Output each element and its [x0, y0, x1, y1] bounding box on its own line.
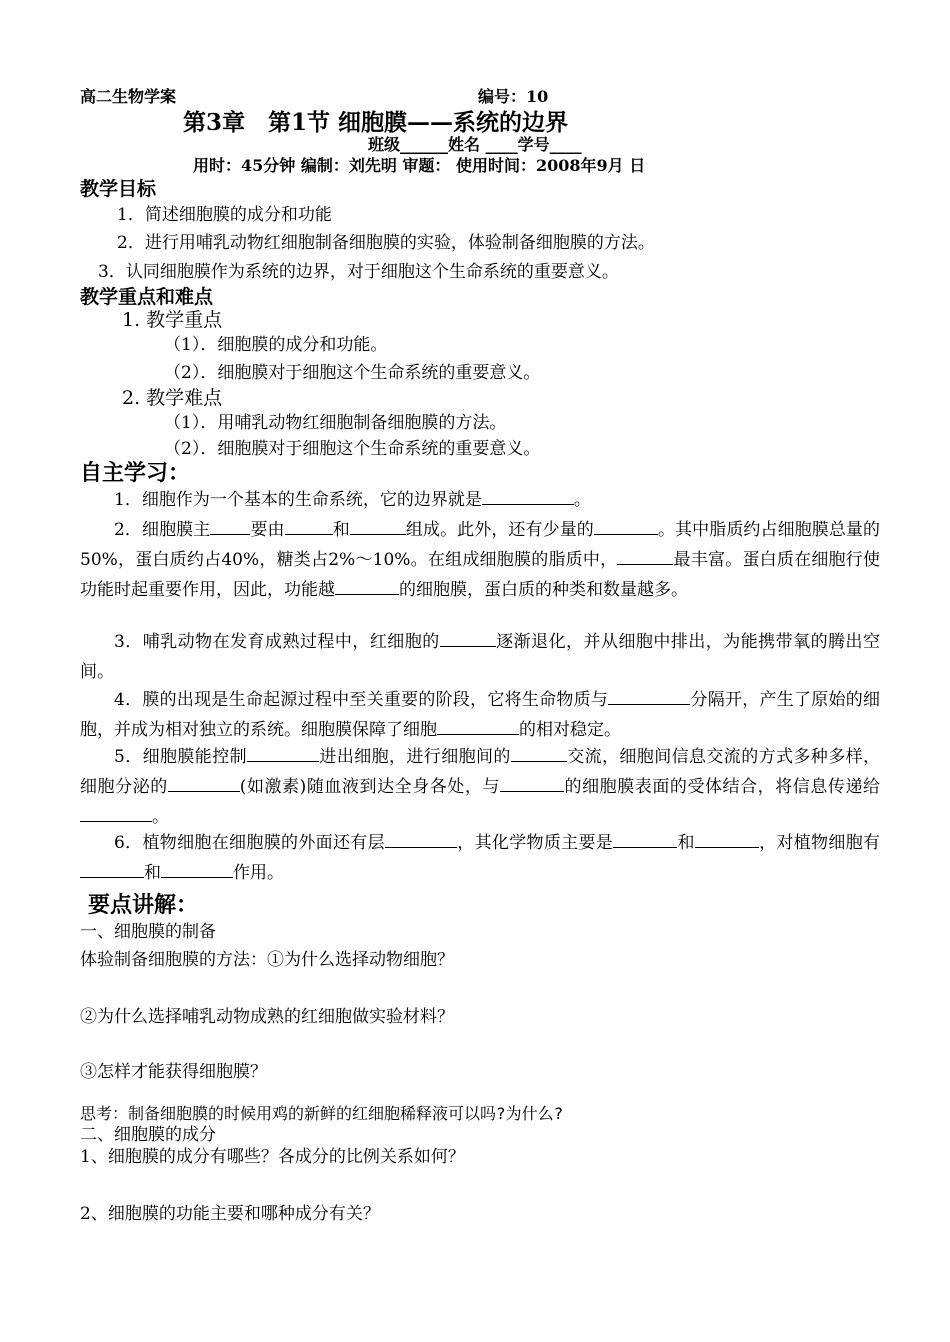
answer-blank[interactable]: [613, 829, 677, 848]
objective-item: 1．简述细胞膜的成分和功能: [117, 205, 332, 225]
focus-title: 1. 教学重点: [122, 309, 223, 331]
part1-title: 一、细胞膜的制备: [80, 922, 216, 942]
answer-blank[interactable]: [482, 486, 574, 505]
answer-blank[interactable]: [335, 576, 399, 595]
difficulty-item: （2）．细胞膜对于细胞这个生命系统的重要意义。: [164, 439, 541, 459]
difficulty-item: （1）．用哺乳动物红细胞制备细胞膜的方法。: [164, 413, 507, 433]
class-name-line: 班级______姓名 ____学号____: [368, 135, 582, 154]
answer-blank[interactable]: [500, 773, 564, 792]
part2-title: 二、细胞膜的成分: [80, 1125, 216, 1145]
part1-question: ③怎样才能获得细胞膜？: [80, 1062, 267, 1082]
answer-blank[interactable]: [210, 516, 250, 535]
answer-blank[interactable]: [617, 546, 673, 565]
question-3: 3．哺乳动物在发育成熟过程中，红细胞的 逐渐退化，并从细胞中排出，为能携带氧的腾出空间。: [80, 627, 880, 687]
answer-blank[interactable]: [437, 716, 519, 735]
answer-blank[interactable]: [385, 829, 457, 848]
answer-blank[interactable]: [168, 773, 240, 792]
explanation-heading: 要点讲解：: [88, 893, 199, 918]
focus-item: （2）．细胞膜对于细胞这个生命系统的重要意义。: [164, 363, 541, 383]
course-label: 高二生物学案: [80, 87, 177, 106]
difficulty-title: 2. 教学难点: [122, 387, 223, 409]
answer-blank[interactable]: [285, 516, 333, 535]
answer-blank[interactable]: [511, 743, 567, 762]
objectives-heading: 教学目标: [80, 178, 157, 200]
answer-blank[interactable]: [80, 803, 152, 822]
answer-blank[interactable]: [80, 859, 144, 878]
question-4: 4．膜的出现是生命起源过程中至关重要的阶段，它将生命物质与 分隔开，产生了原始的细胞，并成为相对独立的系统。细胞膜保障了细胞 的相对稳定。: [80, 685, 880, 745]
question-1: 1．细胞作为一个基本的生命系统，它的边界就是 。: [80, 485, 880, 515]
number-label: 编号：10: [478, 87, 549, 106]
answer-blank[interactable]: [695, 829, 759, 848]
page-title: 第3章 第1节 细胞膜——系统的边界: [183, 109, 569, 136]
answer-blank[interactable]: [608, 686, 690, 705]
objective-item: 2．进行用哺乳动物红细胞制备细胞膜的实验，体验制备细胞膜的方法。: [117, 233, 655, 253]
answer-blank[interactable]: [247, 743, 319, 762]
self-study-heading: 自主学习：: [80, 461, 191, 486]
question-2: 2．细胞膜主 要由 和 组成。此外，还有少量的 。其中脂质约占细胞膜总量的50%，蛋白质约占40%，糖类占2%～10%。在组成细胞膜的脂质中， 最丰富。蛋白质在细胞行使功能时起重要作用，因此，功能越 的细胞膜，蛋白质的种类和数量越多。: [80, 515, 880, 605]
part1-question: ②为什么选择哺乳动物成熟的红细胞做实验材料？: [80, 1007, 454, 1027]
key-points-heading: 教学重点和难点: [80, 286, 214, 308]
answer-blank[interactable]: [350, 516, 406, 535]
question-6: 6．植物细胞在细胞膜的外面还有层 ，其化学物质主要是 和 ，对植物细胞有和 作用。: [80, 828, 880, 888]
answer-blank[interactable]: [161, 859, 233, 878]
focus-item: （1）．细胞膜的成分和功能。: [164, 335, 388, 355]
answer-blank[interactable]: [594, 516, 658, 535]
objective-item: 3．认同细胞膜作为系统的边界，对于细胞这个生命系统的重要意义。: [98, 262, 619, 282]
part2-question: 1、细胞膜的成分有哪些？各成分的比例关系如何？: [80, 1147, 465, 1167]
part2-question: 2、细胞膜的功能主要和哪种成分有关？: [80, 1204, 380, 1224]
answer-blank[interactable]: [440, 628, 496, 647]
info-line: 用时：45分钟 编制：刘先明 审题： 使用时间：2008年9月 日: [193, 156, 646, 175]
question-5: 5．细胞膜能控制 进出细胞，进行细胞间的 交流，细胞间信息交流的方式多种多样，细胞分泌的 (如激素)随血液到达全身各处，与 的细胞膜表面的受体结合，将信息传递给。: [80, 742, 880, 832]
think-question: 思考：制备细胞膜的时候用鸡的新鲜的红细胞稀释液可以吗?为什么?: [80, 1104, 564, 1123]
part1-question: 体验制备细胞膜的方法：①为什么选择动物细胞？: [80, 950, 454, 970]
